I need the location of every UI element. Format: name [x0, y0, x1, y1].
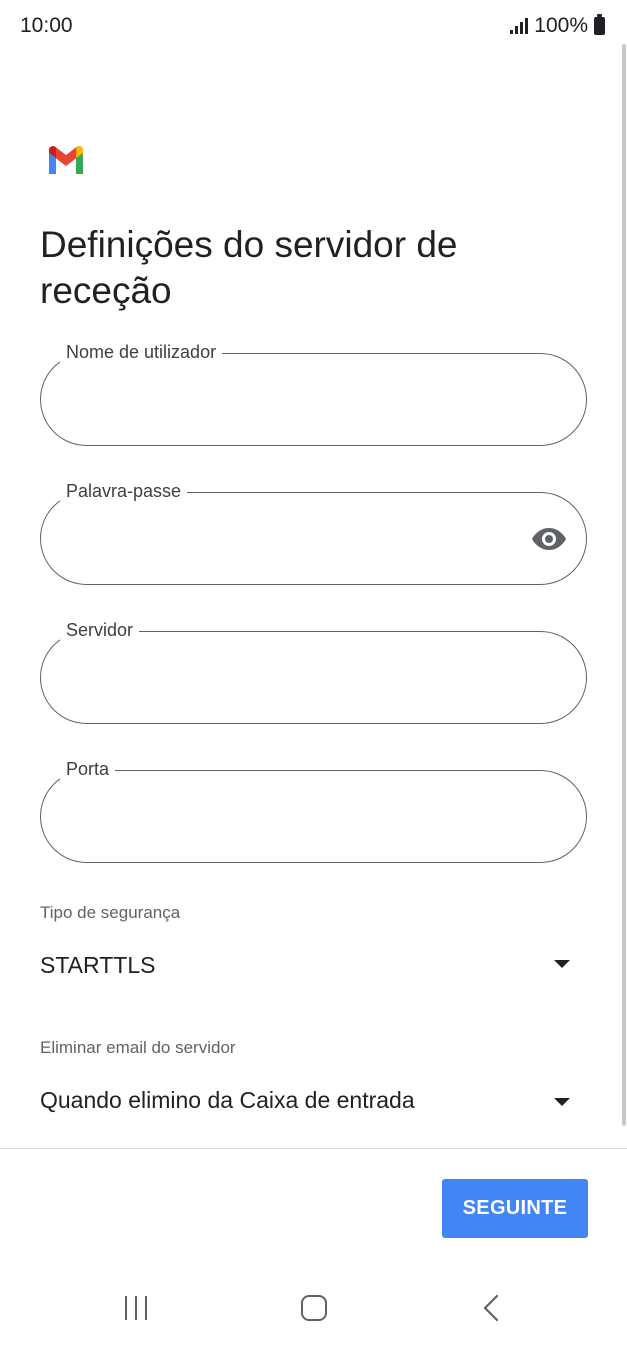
port-field[interactable] [40, 759, 587, 863]
dropdown-arrow-icon [554, 960, 570, 968]
eye-icon[interactable] [531, 526, 567, 552]
server-field[interactable] [40, 620, 587, 724]
battery-icon [594, 17, 605, 35]
dropdown-arrow-icon [554, 1098, 570, 1106]
port-label: Porta [60, 757, 115, 781]
password-field[interactable] [40, 481, 587, 585]
page-title: Definições do servidor de receção [40, 224, 458, 311]
delete-email-label: Eliminar email do servidor [40, 1038, 236, 1057]
gmail-logo-icon [46, 145, 86, 177]
password-label: Palavra-passe [60, 479, 187, 503]
server-input[interactable] [64, 661, 517, 697]
username-field[interactable] [40, 342, 587, 446]
signal-icon [510, 18, 528, 34]
delete-email-value: Quando elimino da Caixa de entrada [40, 1087, 415, 1113]
recents-icon[interactable] [125, 1296, 147, 1320]
username-input[interactable] [64, 383, 517, 419]
back-icon[interactable] [480, 1294, 504, 1322]
server-label: Servidor [60, 618, 139, 642]
password-input[interactable] [64, 522, 517, 558]
status-indicators [510, 14, 605, 38]
delete-email-dropdown[interactable] [40, 1087, 580, 1121]
home-icon[interactable] [301, 1295, 327, 1321]
status-time: 10:00 [20, 14, 73, 37]
security-type-value: STARTTLS [40, 952, 156, 978]
scrollbar[interactable] [622, 44, 626, 1126]
username-label: Nome de utilizador [60, 340, 222, 364]
security-type-label: Tipo de segurança [40, 903, 181, 922]
battery-percentage: 100% [534, 14, 588, 37]
port-input[interactable] [64, 800, 517, 836]
bottom-divider [0, 1148, 627, 1149]
security-type-dropdown[interactable] [40, 952, 580, 986]
next-button[interactable]: SEGUINTE [442, 1179, 588, 1238]
